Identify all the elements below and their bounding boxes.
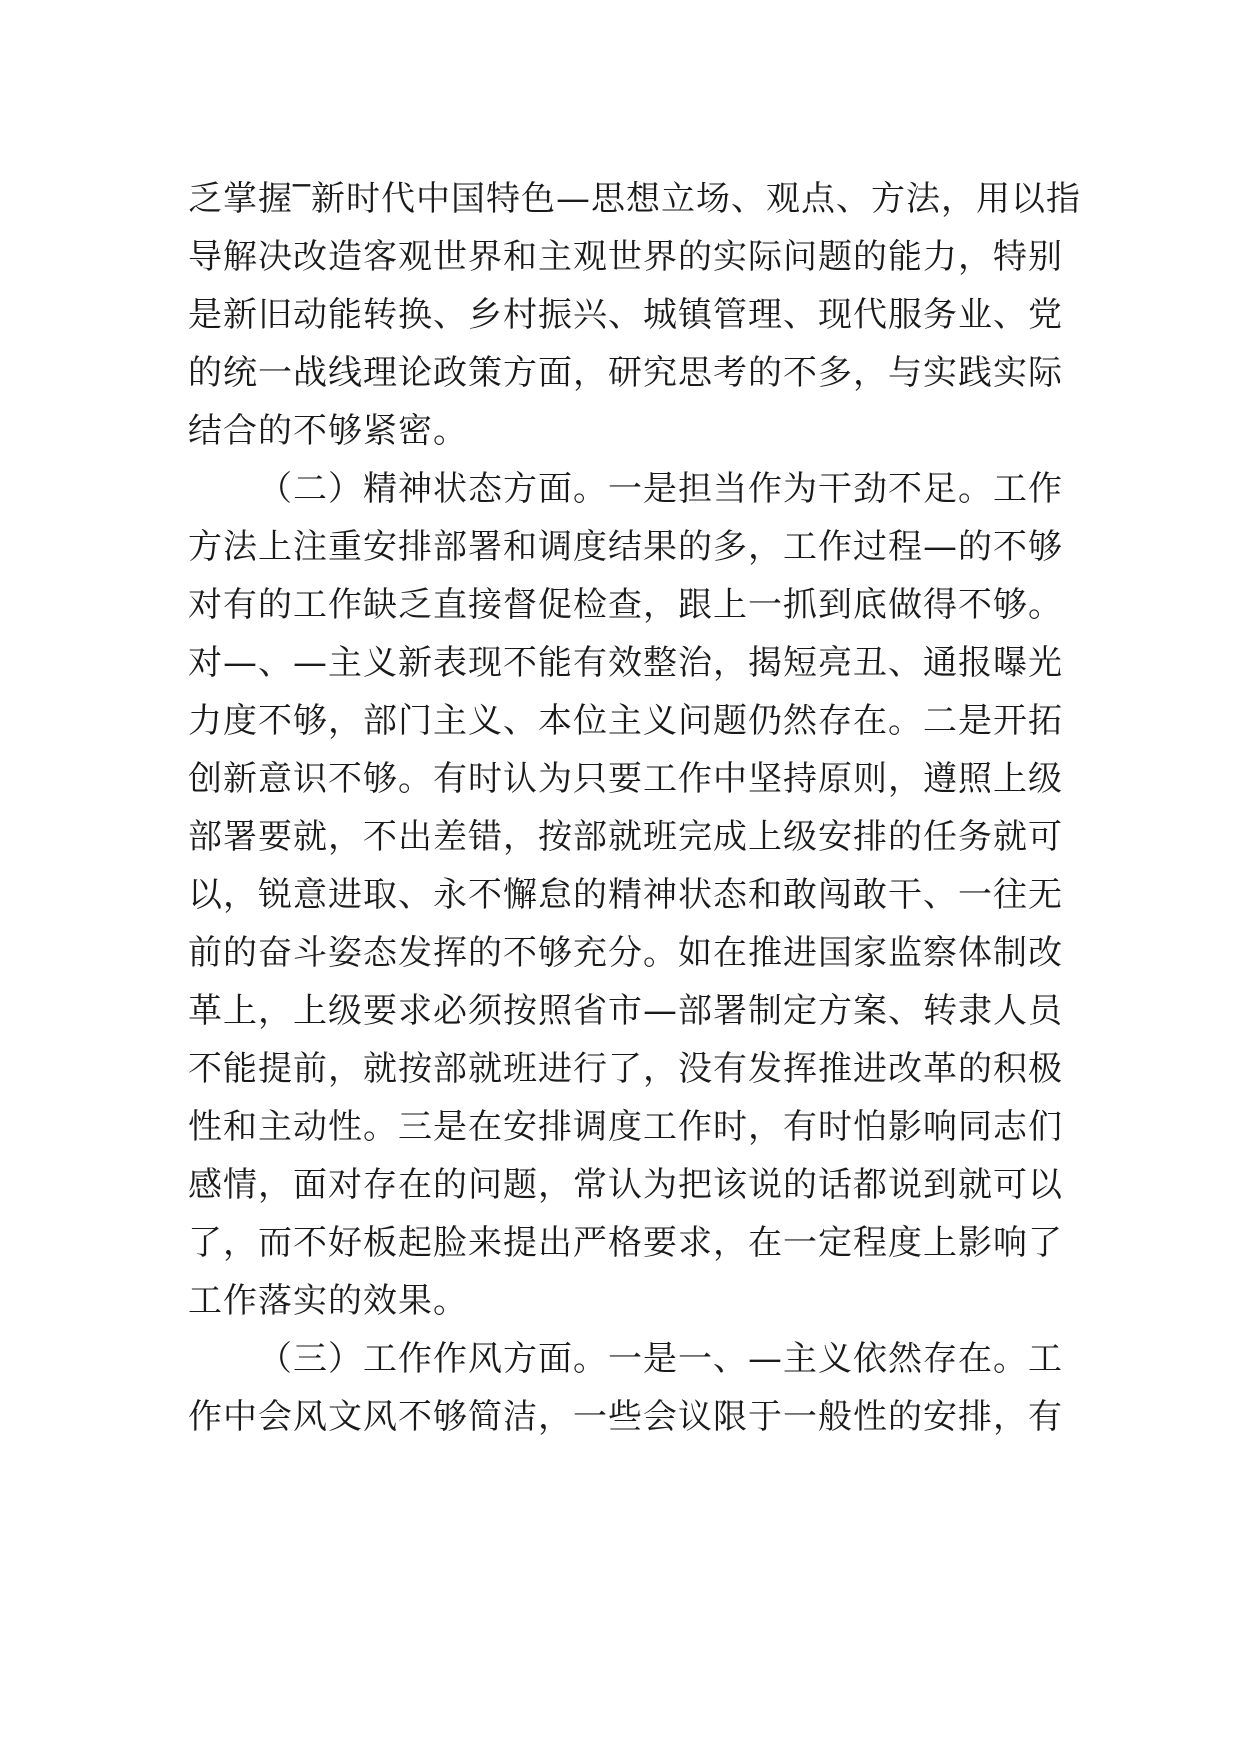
text-line: 性和主动性。三是在安排调度工作时，有时怕影响同志们 — [188, 1107, 1063, 1147]
text-line: 导解决改造客观世界和主观世界的实际问题的能力，特别 — [188, 237, 1063, 277]
text-line: 作中会风文风不够简洁，一些会议限于一般性的安排，有 — [188, 1397, 1063, 1437]
text-line: 力度不够，部门主义、本位主义问题仍然存在。二是开拓 — [188, 701, 1063, 741]
text-line: 对—、—主义新表现不能有效整治，揭短亮丑、通报曝光 — [188, 643, 1063, 683]
text-line: 是新旧动能转换、乡村振兴、城镇管理、现代服务业、党 — [188, 295, 1063, 335]
text-line: 革上，上级要求必须按照省市—部署制定方案、转隶人员 — [188, 991, 1063, 1031]
text-line: 前的奋斗姿态发挥的不够充分。如在推进国家监察体制改 — [188, 933, 1063, 973]
text-line: 结合的不够紧密。 — [188, 411, 468, 451]
text-line: 方法上注重安排部署和调度结果的多，工作过程—的不够 — [188, 527, 1063, 567]
text-line: 感情，面对存在的问题，常认为把该说的话都说到就可以 — [188, 1165, 1063, 1205]
text-line: 不能提前，就按部就班进行了，没有发挥推进改革的积极 — [188, 1049, 1063, 1089]
text-line: 创新意识不够。有时认为只要工作中坚持原则，遵照上级 — [188, 759, 1063, 799]
text-line: 部署要就，不出差错，按部就班完成上级安排的任务就可 — [188, 817, 1063, 857]
text-line: 了，而不好板起脸来提出严格要求，在一定程度上影响了 — [188, 1223, 1063, 1263]
text-line: 工作落实的效果。 — [188, 1281, 468, 1321]
text-line: 对有的工作缺乏直接督促检查，跟上一抓到底做得不够。 — [188, 585, 1063, 625]
section-heading-line: （二）精神状态方面。一是担当作为干劲不足。工作 — [258, 469, 1063, 509]
text-line: 乏掌握‾新时代中国特色—思想立场、观点、方法，用以指 — [188, 179, 1081, 219]
section-heading-line: （三）工作作风方面。一是一、—主义依然存在。工 — [258, 1339, 1063, 1379]
text-line: 的统一战线理论政策方面，研究思考的不多，与实践实际 — [188, 353, 1063, 393]
text-line: 以，锐意进取、永不懈怠的精神状态和敢闯敢干、一往无 — [188, 875, 1063, 915]
